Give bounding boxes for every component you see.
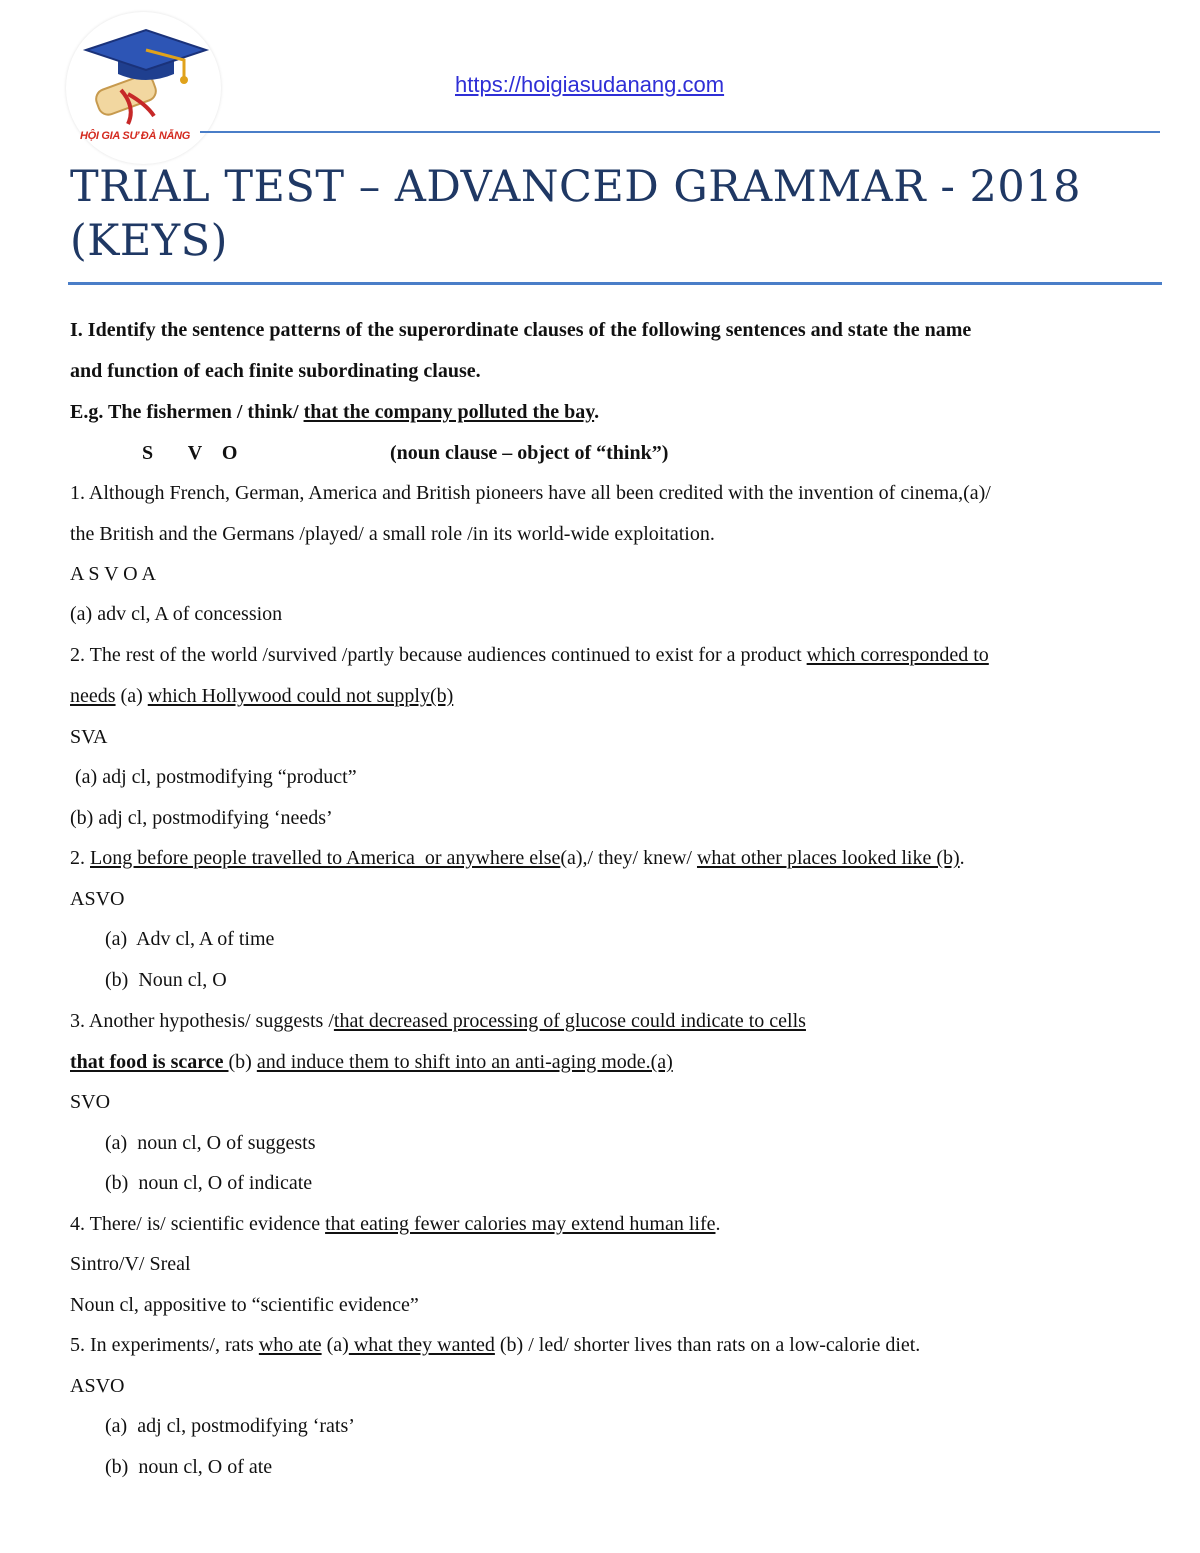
q5-rest: (b) / led/ shorter lives than rats on a low-calorie diet. [494, 1334, 921, 1356]
q5-mark-a: (a) [321, 1334, 349, 1356]
q2-clause-b: which Hollywood could not supply(b) [147, 685, 454, 707]
q3-mid: (b) [228, 1051, 257, 1073]
q3-line-2 [70, 1050, 673, 1074]
q1-line-1: 1. Although French, German, America and British pioneers have all been credited with the invention of cinema,(a)/ [70, 482, 991, 504]
q1-answer-a: (a) adv cl, A of concession [70, 603, 283, 625]
q2b-answer-a: (a) Adv cl, A of time [105, 928, 275, 950]
q5-answer-b: (b) noun cl, O of ate [105, 1456, 273, 1478]
title-line-1: TRIAL TEST – ADVANCED GRAMMAR - 2018 [70, 162, 1081, 212]
title-line-2: (KEYS) [70, 216, 228, 266]
q2b-pattern: ASVO [70, 888, 125, 910]
q5-clause-b: what they wanted [348, 1334, 495, 1356]
example-clause: that the company polluted the bay [303, 401, 595, 423]
q3-clause-b: that food is scarce [70, 1051, 229, 1073]
q4-text: 4. There/ is/ scientific evidence [70, 1213, 326, 1235]
q2-line-1 [70, 643, 989, 667]
example-note: (noun clause – object of “think”) [390, 442, 669, 464]
q5-text: 5. In experiments/, rats [70, 1334, 259, 1356]
page-title [70, 160, 1130, 268]
q5-answer-a: (a) adj cl, postmodifying ‘rats’ [105, 1415, 355, 1437]
q2b-line [70, 846, 965, 870]
q3-answer-b: (b) noun cl, O of indicate [105, 1172, 313, 1194]
q4-pattern: Sintro/V/ Sreal [70, 1253, 191, 1275]
q2-answer-b: (b) adj cl, postmodifying ‘needs’ [70, 807, 333, 829]
example-suffix: . [594, 401, 600, 423]
q1-pattern: A S V O A [70, 563, 156, 585]
q2b-text: (a),/ they/ knew/ [560, 847, 697, 869]
q2b-clause-a: Long before people travelled to America or anywhere else [90, 847, 561, 869]
q1-line-2: the British and the Germans /played/ a small role /in its world-wide exploitation. [70, 523, 715, 545]
website-link[interactable]: https://hoigiasudanang.com [455, 72, 725, 97]
q2-clause-a-end: needs [70, 685, 116, 707]
q2b-answer-b: (b) Noun cl, O [105, 969, 227, 991]
header-divider [200, 131, 1160, 133]
logo-text: HỘI GIA SƯ ĐÀ NẴNG [80, 130, 191, 142]
q2-mid: (a) [115, 685, 148, 707]
q4-line [70, 1212, 720, 1236]
q3-line-1 [70, 1009, 806, 1033]
q3-clause-a: that decreased processing of glucose could indicate to cells [333, 1010, 806, 1032]
example-prefix: E.g. The fishermen / think/ [70, 401, 304, 423]
example-sentence [70, 400, 599, 424]
q2b-clause-b: what other places looked like (b) [696, 847, 960, 869]
q3-text: 3. Another hypothesis/ suggests / [70, 1010, 334, 1032]
title-divider [68, 282, 1162, 285]
q2-clause-a: which corresponded to [806, 644, 989, 666]
q2b-end: . [959, 847, 965, 869]
instruction-line-2: and function of each finite subordinating clause. [70, 360, 481, 382]
q4-clause: that eating fewer calories may extend human life [325, 1213, 716, 1235]
q3-pattern: SVO [70, 1091, 111, 1113]
q5-pattern: ASVO [70, 1375, 125, 1397]
q2-pattern: SVA [70, 726, 108, 748]
q2b-number: 2. [70, 847, 90, 869]
logo [66, 12, 221, 164]
q3-answer-a: (a) noun cl, O of suggests [105, 1132, 316, 1154]
q5-clause-a: who ate [258, 1334, 322, 1356]
q4-end: . [715, 1213, 721, 1235]
example-labels: S V O [142, 442, 238, 464]
q2-answer-a: (a) adj cl, postmodifying “product” [70, 766, 357, 788]
q4-answer: Noun cl, appositive to “scientific evidence” [70, 1294, 419, 1316]
q2-line-2 [70, 684, 453, 708]
q2-text: 2. The rest of the world /survived /partly because audiences continued to exist for a product [70, 644, 807, 666]
q5-line [70, 1333, 920, 1357]
q3-clause-a-end: and induce them to shift into an anti-aging mode.(a) [256, 1051, 673, 1073]
instruction-line-1: I. Identify the sentence patterns of the superordinate clauses of the following sentences and state the name [70, 319, 972, 341]
